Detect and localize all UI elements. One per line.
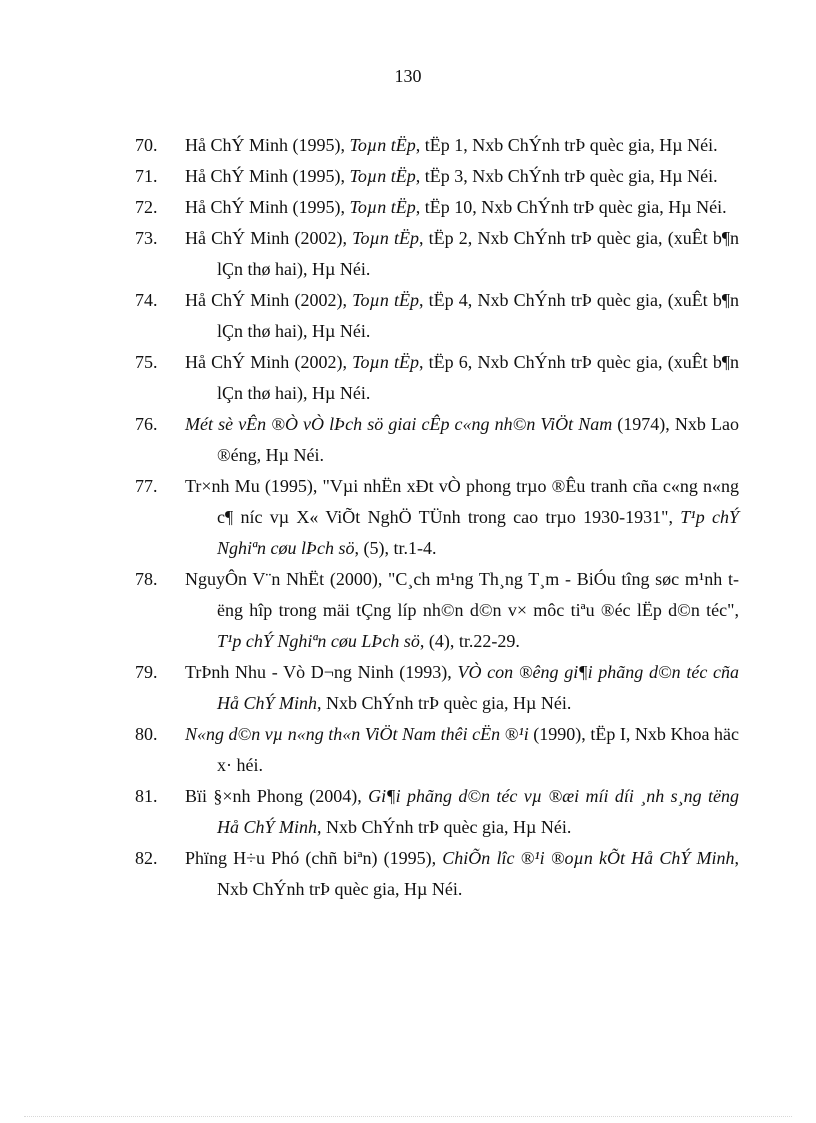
reference-title: Toµn tËp: [352, 228, 419, 248]
reference-title: N«ng d©n vµ n«ng th«n ViÖt Nam thêi cËn ®¹i: [185, 724, 529, 744]
reference-number: 73.: [135, 228, 158, 248]
reference-item: [135, 719, 739, 781]
reference-text: (1974), Nxb Lao ®éng, Hµ Néi.: [217, 414, 739, 465]
reference-title: T¹p chÝ Nghiªn cøu lÞch sö: [217, 507, 739, 558]
reference-item: [135, 657, 739, 719]
reference-item: [135, 223, 739, 285]
reference-number: 77.: [135, 476, 158, 496]
reference-text: , tËp 6, Nxb ChÝnh trÞ quèc gia, (xuÊt b¶n lÇn thø hai), Hµ Néi.: [217, 352, 739, 403]
reference-text: Hå ChÝ Minh (2002),: [185, 290, 353, 310]
reference-text: , tËp 4, Nxb ChÝnh trÞ quèc gia, (xuÊt b¶n lÇn thø hai), Hµ Néi.: [217, 290, 739, 341]
reference-text: Tr×nh Mu (1995), "Vµi nhËn xÐt vÒ phong trµo ®Êu tranh cña c«ng n«ng c¶ níc vµ X« ViÕt NghÖ TÜnh trong cao trµo 1930-1931",: [185, 476, 739, 527]
reference-number: 79.: [135, 662, 158, 682]
reference-text: TrÞnh Nhu - Vò D¬ng Ninh (1993),: [185, 662, 458, 682]
reference-title: T¹p chÝ Nghiªn cøu LÞch sö: [217, 631, 420, 651]
reference-text: Hå ChÝ Minh (1995),: [185, 197, 350, 217]
reference-text: , Nxb ChÝnh trÞ quèc gia, Hµ Néi.: [317, 693, 572, 713]
reference-item: [135, 781, 739, 843]
reference-title: Toµn tËp: [349, 135, 416, 155]
reference-title: Gi¶i phãng d©n téc vµ ®æi míi díi ¸nh s¸ng tëng Hå ChÝ Minh: [217, 786, 739, 837]
reference-item: [135, 161, 739, 192]
reference-number: 71.: [135, 166, 158, 186]
reference-text: , (4), tr.22-29.: [419, 631, 520, 651]
reference-number: 78.: [135, 569, 158, 589]
reference-number: 82.: [135, 848, 158, 868]
reference-item: [135, 192, 739, 223]
page-bottom-divider: [24, 1116, 792, 1117]
reference-text: Hå ChÝ Minh (2002),: [185, 228, 353, 248]
reference-list: [135, 130, 739, 905]
reference-number: 74.: [135, 290, 158, 310]
reference-number: 75.: [135, 352, 158, 372]
reference-text: , tËp 3, Nxb ChÝnh trÞ quèc gia, Hµ Néi.: [415, 166, 718, 186]
reference-text: Hå ChÝ Minh (1995),: [185, 135, 350, 155]
reference-text: Bïi §×nh Phong (2004),: [185, 786, 369, 806]
reference-title: ChiÕn lîc ®¹i ®oµn kÕt Hå ChÝ Minh: [442, 848, 735, 868]
reference-title: Toµn tËp: [352, 290, 419, 310]
reference-text: , tËp 1, Nxb ChÝnh trÞ quèc gia, Hµ Néi.: [415, 135, 718, 155]
reference-item: [135, 471, 739, 564]
reference-item: [135, 409, 739, 471]
reference-text: , tËp 10, Nxb ChÝnh trÞ quèc gia, Hµ Néi.: [415, 197, 727, 217]
reference-text: , tËp 2, Nxb ChÝnh trÞ quèc gia, (xuÊt b¶n lÇn thø hai), Hµ Néi.: [217, 228, 739, 279]
reference-number: 76.: [135, 414, 158, 434]
reference-number: 70.: [135, 135, 158, 155]
reference-text: Phïng H÷u Phó (chñ biªn) (1995),: [185, 848, 443, 868]
reference-item: [135, 285, 739, 347]
reference-text: , Nxb ChÝnh trÞ quèc gia, Hµ Néi.: [217, 848, 739, 899]
reference-text: (1990), tËp I, Nxb Khoa häc x· héi.: [217, 724, 739, 775]
reference-title: Mét sè vÊn ®Ò vÒ lÞch sö giai cÊp c«ng nh©n ViÖt Nam: [185, 414, 613, 434]
reference-text: Hå ChÝ Minh (1995),: [185, 166, 350, 186]
reference-text: NguyÔn V¨n NhËt (2000), "C¸ch m¹ng Th¸ng T¸m - BiÓu tîng søc m¹nh tëng hîp trong mäi tÇng líp nh©n d©n v× môc tiªu ®éc lËp d©n téc",: [185, 569, 739, 620]
reference-title: VÒ con ®êng gi¶i phãng d©n téc cña Hå ChÝ Minh: [217, 662, 739, 713]
reference-number: 81.: [135, 786, 158, 806]
reference-text: , Nxb ChÝnh trÞ quèc gia, Hµ Néi.: [317, 817, 572, 837]
reference-text: Hå ChÝ Minh (2002),: [185, 352, 353, 372]
reference-item: [135, 843, 739, 905]
reference-title: Toµn tËp: [349, 197, 416, 217]
reference-title: Toµn tËp: [349, 166, 416, 186]
reference-number: 72.: [135, 197, 158, 217]
page-number: 130: [394, 66, 422, 86]
reference-item: [135, 130, 739, 161]
reference-number: 80.: [135, 724, 158, 744]
reference-text: , (5), tr.1-4.: [354, 538, 437, 558]
reference-title: Toµn tËp: [352, 352, 419, 372]
reference-item: [135, 564, 739, 657]
reference-item: [135, 347, 739, 409]
